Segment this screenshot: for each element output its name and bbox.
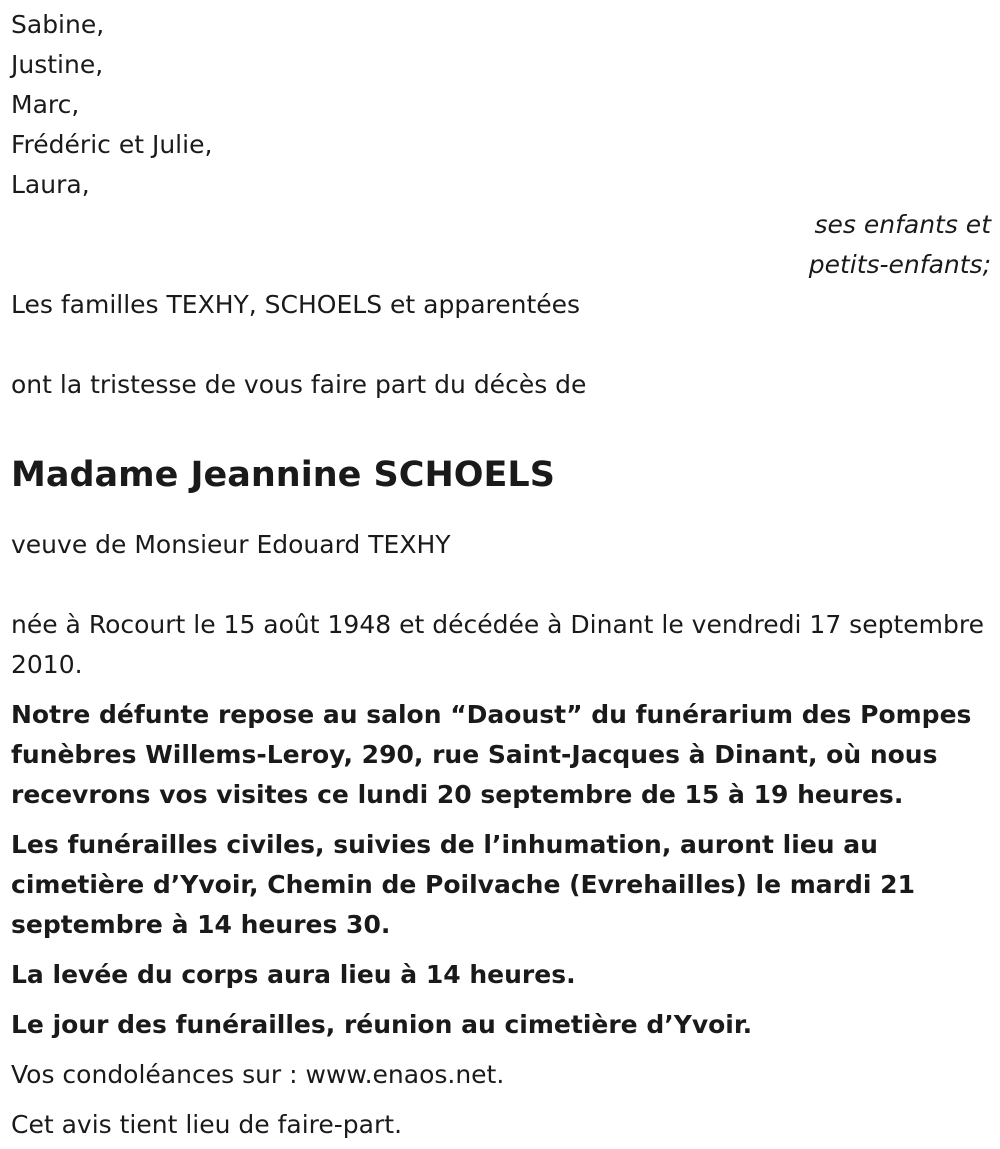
families-line: Les familles TEXHY, SCHOELS et apparentées bbox=[11, 290, 581, 319]
family-name-4: Frédéric et Julie, bbox=[11, 130, 213, 159]
relation-line-1: ses enfants et bbox=[814, 210, 991, 239]
announcement-text: ont la tristesse de vous faire part du décès de bbox=[11, 370, 587, 399]
family-name-2: Justine, bbox=[11, 50, 104, 79]
reunion-text: Le jour des funérailles, réunion au cimetière d’Yvoir. bbox=[11, 1010, 753, 1039]
family-name-3: Marc, bbox=[11, 90, 80, 119]
family-name-1: Sabine, bbox=[11, 10, 105, 39]
family-name-5: Laura, bbox=[11, 170, 90, 199]
birth-death-text: née à Rocourt le 15 août 1948 et décédée à Dinant le vendredi 17 septembre 2010. bbox=[11, 610, 984, 679]
notice-text: Cet avis tient lieu de faire-part. bbox=[11, 1110, 403, 1139]
levee-text: La levée du corps aura lieu à 14 heures. bbox=[11, 960, 576, 989]
widow-of-text: veuve de Monsieur Edouard TEXHY bbox=[11, 530, 451, 559]
relation-line-2: petits-enfants; bbox=[808, 250, 991, 279]
visitation-text: Notre défunte repose au salon “Daoust” du funérarium des Pompes funèbres Willems-Leroy, 290, rue Saint-Jacques à Dinant, où nous recevrons vos visites ce lundi 20 septembre de 15 à 19 heures. bbox=[11, 700, 972, 809]
condolences-text: Vos condoléances sur : www.enaos.net. bbox=[11, 1060, 505, 1089]
deceased-name: Madame Jeannine SCHOELS bbox=[11, 455, 555, 495]
obituary-notice bbox=[11, 5, 991, 1145]
funeral-text: Les funérailles civiles, suivies de l’inhumation, auront lieu au cimetière d’Yvoir, Chemin de Poilvache (Evrehailles) le mardi 21 septembre à 14 heures 30. bbox=[11, 830, 915, 939]
